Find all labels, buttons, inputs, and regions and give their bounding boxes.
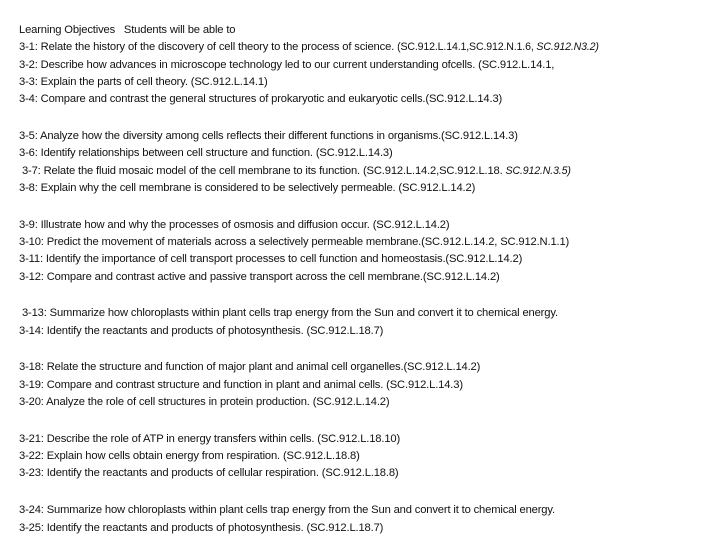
objective-line xyxy=(19,520,714,537)
objective-text: 3-8: Explain why the cell membrane is considered to be selectively permeable. (SC.912.L.14.2) xyxy=(19,181,476,194)
objective-line xyxy=(19,431,714,448)
header-title: Learning Objectives xyxy=(19,24,116,36)
group-spacer xyxy=(19,197,714,217)
objective-text: 3-24: Summarize how chloroplasts within plant cells trap energy from the Sun and convert it to chemical energy. xyxy=(19,504,555,517)
objective-line xyxy=(19,502,714,519)
objective-line xyxy=(19,74,714,91)
objective-text: 3-11: Identify the importance of cell transport processes to cell function and homeostasis.(SC.912.L.14.2) xyxy=(19,253,523,266)
objective-line xyxy=(19,91,714,108)
header-line xyxy=(19,22,714,39)
objective-text: 3-6: Identify relationships between cell structure and function. (SC.912.L.14.3) xyxy=(19,147,393,160)
objective-line xyxy=(19,180,714,197)
objective-line xyxy=(19,128,714,145)
group-spacer xyxy=(19,483,714,503)
objective-text: 3-22: Explain how cells obtain energy from respiration. (SC.912.L.18.8) xyxy=(19,450,360,463)
objective-line xyxy=(19,39,714,56)
objective-line xyxy=(19,217,714,234)
objective-group xyxy=(19,359,714,411)
objective-line xyxy=(19,448,714,465)
objective-text: 3-2: Describe how advances in microscope technology led to our current understanding ofcells. (SC.912.L.14.1, xyxy=(19,58,555,71)
objective-group xyxy=(19,305,714,340)
objective-line xyxy=(19,323,714,340)
objective-line xyxy=(19,251,714,268)
objective-text: 3-23: Identify the reactants and products of cellular respiration. (SC.912.L.18.8) xyxy=(19,467,399,480)
objective-group xyxy=(19,39,714,108)
objective-text: 3-10: Predict the movement of materials across a selectively permeable membrane.(SC.912.L.14.2, SC.912.N.1.1) xyxy=(19,235,570,248)
objectives-document xyxy=(19,22,714,537)
objective-line xyxy=(19,145,714,162)
objective-line xyxy=(19,359,714,376)
objective-text: 3-18: Relate the structure and function of major plant and animal cell organelles.(SC.912.L.14.2) xyxy=(19,361,481,374)
objective-line xyxy=(19,394,714,411)
group-spacer xyxy=(19,286,714,306)
header-subtitle: Students will be able to xyxy=(123,24,236,36)
objective-text: 3-3: Explain the parts of cell theory. (SC.912.L.14.1) xyxy=(19,75,268,88)
objective-standard-italic: SC.912.N.3.5) xyxy=(505,164,571,177)
objective-text: 3-7: Relate the fluid mosaic model of the cell membrane to its function. (SC.912.L.14.2,SC.912.L.18. xyxy=(19,164,506,177)
objective-group xyxy=(19,431,714,483)
objective-group xyxy=(19,128,714,197)
objective-text: 3-5: Analyze how the diversity among cells reflects their different functions in organisms.(SC.912.L.14.3) xyxy=(19,129,518,142)
objective-text: 3-4: Compare and contrast the general structures of prokaryotic and eukaryotic cells.(SC.912.L.14.3) xyxy=(19,93,503,106)
objective-line xyxy=(19,57,714,74)
objective-text: 3-19: Compare and contrast structure and function in plant and animal cells. (SC.912.L.14.3) xyxy=(19,378,463,391)
objective-line xyxy=(19,377,714,394)
group-spacer xyxy=(19,340,714,360)
objective-group xyxy=(19,217,714,286)
objective-text: 3-20: Analyze the role of cell structures in protein production. (SC.912.L.14.2) xyxy=(19,396,390,409)
objective-text: 3-14: Identify the reactants and products of photosynthesis. (SC.912.L.18.7) xyxy=(19,324,384,337)
objective-text: 3-1: Relate the history of the discovery of cell theory to the process of science. xyxy=(19,41,395,54)
objective-group xyxy=(19,502,714,537)
objective-standard-italic: SC.912.N3.2) xyxy=(536,41,599,54)
objective-line xyxy=(19,163,714,180)
objective-line xyxy=(19,465,714,482)
group-spacer xyxy=(19,108,714,128)
objective-text: 3-25: Identify the reactants and products of photosynthesis. (SC.912.L.18.7) xyxy=(19,521,384,534)
objective-text: 3-21: Describe the role of ATP in energy transfers within cells. (SC.912.L.18.10) xyxy=(19,432,401,445)
objective-line xyxy=(19,234,714,251)
objective-text: 3-9: Illustrate how and why the processes of osmosis and diffusion occur. (SC.912.L.14.2) xyxy=(19,218,450,231)
objective-standard: (SC.912.L.14.1,SC.912.N.1.6, xyxy=(397,41,537,54)
objective-text: 3-13: Summarize how chloroplasts within plant cells trap energy from the Sun and convert it to chemical energy. xyxy=(19,307,558,320)
objective-text: 3-12: Compare and contrast active and passive transport across the cell membrane.(SC.912.L.14.2) xyxy=(19,270,500,283)
objective-line xyxy=(19,305,714,322)
objective-line xyxy=(19,269,714,286)
group-spacer xyxy=(19,411,714,431)
